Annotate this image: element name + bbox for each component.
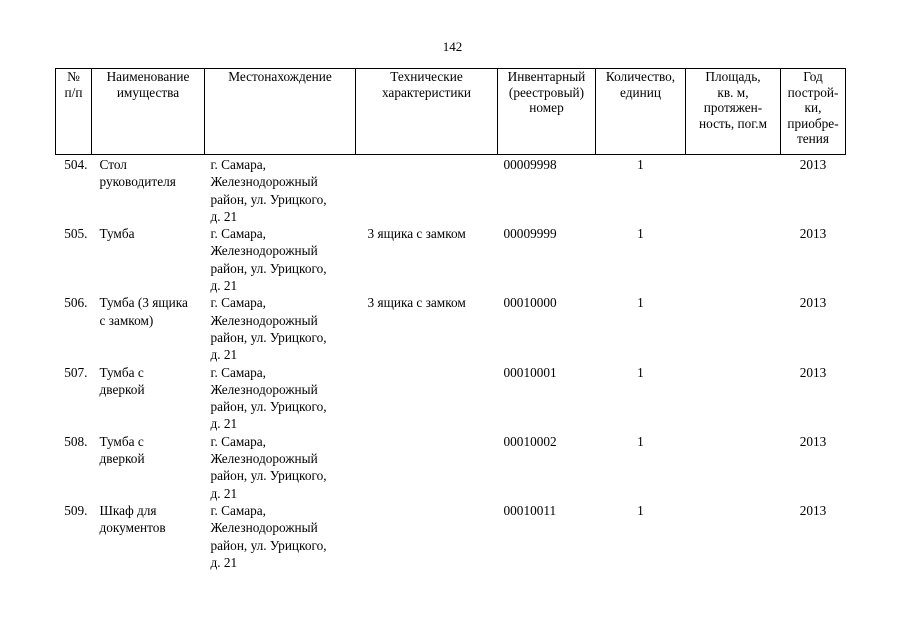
row-inventory: 00010002: [503, 433, 557, 449]
row-inventory: 00010001: [503, 364, 557, 380]
row-year: 2013: [799, 502, 827, 518]
table-row: [56, 294, 846, 363]
property-table-wrapper: [55, 68, 846, 571]
row-tech: 3 ящика с замком: [367, 295, 466, 311]
row-location: г. Самара, Железнодорожный район, ул. Урицкого, д. 21: [210, 226, 327, 294]
row-quantity: 1: [637, 226, 644, 242]
row-quantity: 1: [637, 433, 644, 449]
property-table: [55, 68, 846, 571]
row-inventory: 00009999: [503, 226, 557, 242]
row-tech: [356, 433, 498, 502]
table-header-row: [56, 69, 846, 155]
row-inventory: 00010000: [503, 295, 557, 311]
table-row: [56, 155, 846, 226]
row-area: [686, 155, 781, 226]
row-quantity: 1: [637, 295, 644, 311]
row-tech: [356, 364, 498, 433]
row-tech: [356, 502, 498, 571]
row-number: 509.: [64, 502, 88, 518]
table-row: [56, 364, 846, 433]
header-quantity: Количество, единиц: [596, 69, 686, 155]
row-name: Шкаф для документов: [99, 502, 166, 536]
table-row: [56, 225, 846, 294]
page-number: 142: [442, 39, 463, 54]
row-inventory: 00010011: [503, 502, 557, 518]
header-name: Наименование имущества: [92, 69, 205, 155]
row-name: Тумба: [99, 226, 135, 242]
row-name: Стол руководителя: [99, 157, 176, 190]
row-location: г. Самара, Железнодорожный район, ул. Урицкого, д. 21: [210, 364, 327, 432]
row-number: 508.: [64, 433, 88, 449]
row-quantity: 1: [637, 502, 644, 518]
row-name: Тумба (3 ящика с замком): [99, 295, 188, 328]
row-quantity: 1: [637, 364, 644, 380]
row-year: 2013: [799, 364, 827, 380]
row-area: [686, 433, 781, 502]
row-location: г. Самара, Железнодорожный район, ул. Урицкого, д. 21: [210, 295, 327, 363]
row-area: [686, 225, 781, 294]
header-tech: Технические характеристики: [356, 69, 498, 155]
row-number: 507.: [64, 364, 88, 380]
row-name: Тумба с дверкой: [99, 433, 145, 467]
row-location: г. Самара, Железнодорожный район, ул. Урицкого, д. 21: [210, 157, 327, 224]
row-number: 505.: [64, 226, 88, 242]
header-year: Год построй- ки, приобре- тения: [781, 69, 846, 155]
row-tech: 3 ящика с замком: [367, 226, 466, 242]
row-area: [686, 294, 781, 363]
row-location: г. Самара, Железнодорожный район, ул. Урицкого, д. 21: [210, 502, 327, 570]
header-number: № п/п: [56, 69, 92, 155]
row-year: 2013: [799, 226, 827, 242]
row-inventory: 00009998: [503, 157, 557, 172]
header-inventory: Инвентарный (реестровый) номер: [498, 69, 596, 155]
row-area: [686, 502, 781, 571]
row-year: 2013: [799, 433, 827, 449]
header-area: Площадь, кв. м, протяжен- ность, пог.м: [686, 69, 781, 155]
table-row: [56, 433, 846, 502]
row-number: 506.: [64, 295, 88, 311]
row-year: 2013: [799, 295, 827, 311]
row-tech: [356, 155, 498, 226]
table-row: [56, 502, 846, 571]
row-name: Тумба с дверкой: [99, 364, 145, 397]
row-location: г. Самара, Железнодорожный район, ул. Урицкого, д. 21: [210, 433, 327, 501]
row-year: 2013: [799, 157, 827, 172]
row-quantity: 1: [637, 157, 644, 172]
row-area: [686, 364, 781, 433]
row-number: 504.: [64, 157, 88, 172]
header-location: Местонахождение: [205, 69, 356, 155]
